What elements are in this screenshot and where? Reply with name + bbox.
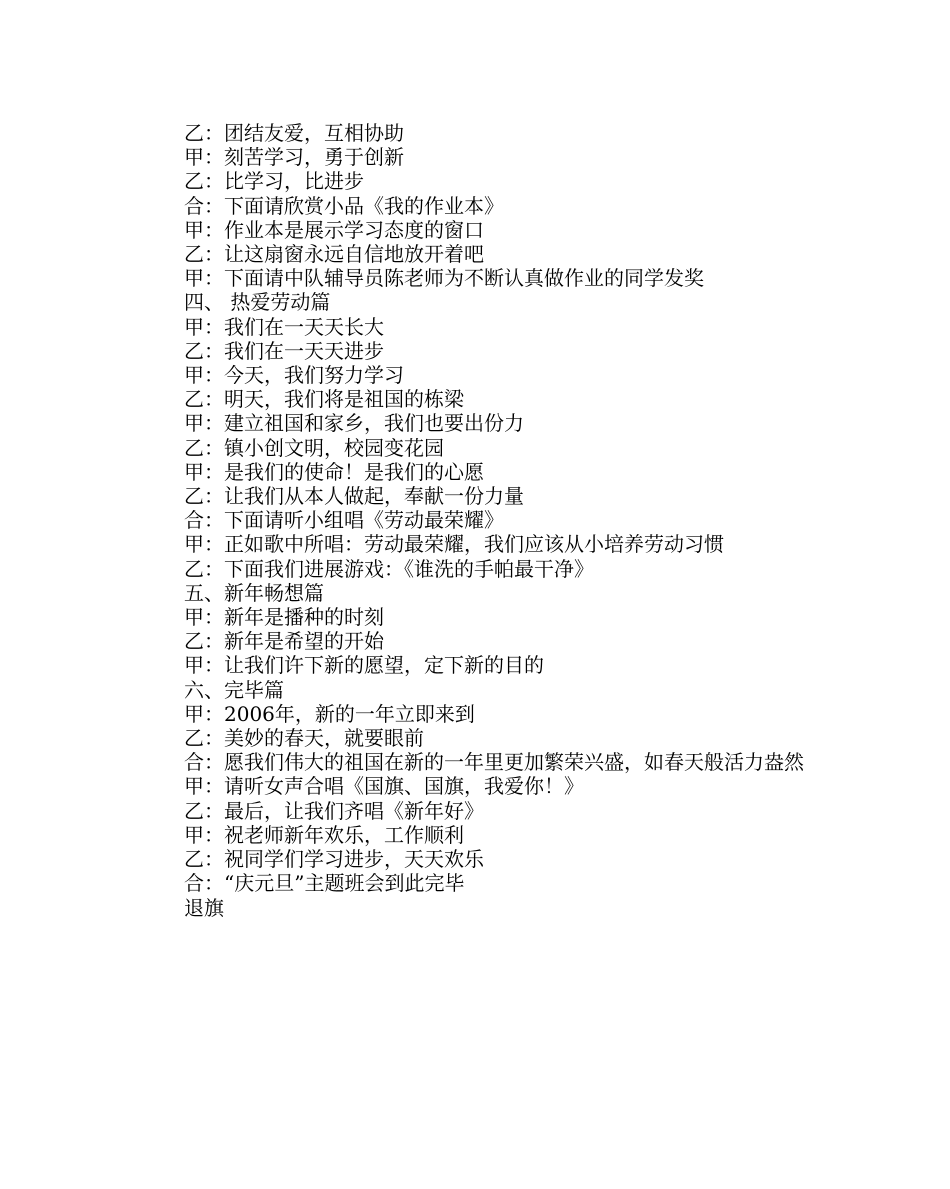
text-line: 甲：刻苦学习，勇于创新 [184,145,404,170]
text-line: 退旗 [184,895,224,920]
text-line: 乙：明天，我们将是祖国的栋梁 [184,387,464,412]
text-line: 甲：祝老师新年欢乐，工作顺利 [184,822,464,847]
text-line: 乙：比学习，比进步 [184,169,364,194]
text-line: 乙：最后，让我们齐唱《新年好》 [184,798,484,823]
text-line: 乙：镇小创文明，校园变花园 [184,435,444,460]
text-line: 甲：今天，我们努力学习 [184,363,404,388]
text-line: 甲：是我们的使命！是我们的心愿 [184,459,484,484]
text-line: 乙：让我们从本人做起，奉献一份力量 [184,484,524,509]
text-line: 合：“庆元旦”主题班会到此完毕 [184,871,465,896]
text-line: 甲：请听女声合唱《国旗、国旗，我爱你！》 [184,774,584,799]
section-heading: 四、 热爱劳动篇 [184,290,331,315]
text-line: 甲：建立祖国和家乡，我们也要出份力 [184,411,524,436]
text-line: 乙：团结友爱，互相协助 [184,121,404,145]
text-line: 甲：正如歌中所唱：劳动最荣耀，我们应该从小培养劳动习惯 [184,532,724,557]
text-line: 甲：作业本是展示学习态度的窗口 [184,217,484,242]
text-line: 甲：新年是播种的时刻 [184,605,384,630]
section-heading: 六、完毕篇 [184,677,284,702]
text-line: 乙：让这扇窗永远自信地放开着吧 [184,242,484,267]
text-line: 乙：美妙的春天，就要眼前 [184,726,424,751]
text-line: 乙：我们在一天天进步 [184,338,384,363]
text-line: 合：愿我们伟大的祖国在新的一年里更加繁荣兴盛，如春天般活力盎然 [184,750,804,775]
text-line: 乙：新年是希望的开始 [184,629,384,654]
text-line: 甲：下面请中队辅导员陈老师为不断认真做作业的同学发奖 [184,266,704,291]
text-line: 甲：2006年，新的一年立即来到 [184,701,475,726]
text-line: 合：下面请欣赏小品《我的作业本》 [184,193,504,218]
text-line: 甲：我们在一天天长大 [184,314,384,339]
text-line: 乙：祝同学们学习进步，天天欢乐 [184,847,484,872]
text-line: 乙：下面我们进展游戏：《谁洗的手帕最干净》 [184,556,594,581]
text-line: 甲：让我们许下新的愿望，定下新的目的 [184,653,544,678]
document-body [140,121,820,920]
text-line: 合：下面请听小组唱《劳动最荣耀》 [184,508,504,533]
section-heading: 五、新年畅想篇 [184,580,324,605]
